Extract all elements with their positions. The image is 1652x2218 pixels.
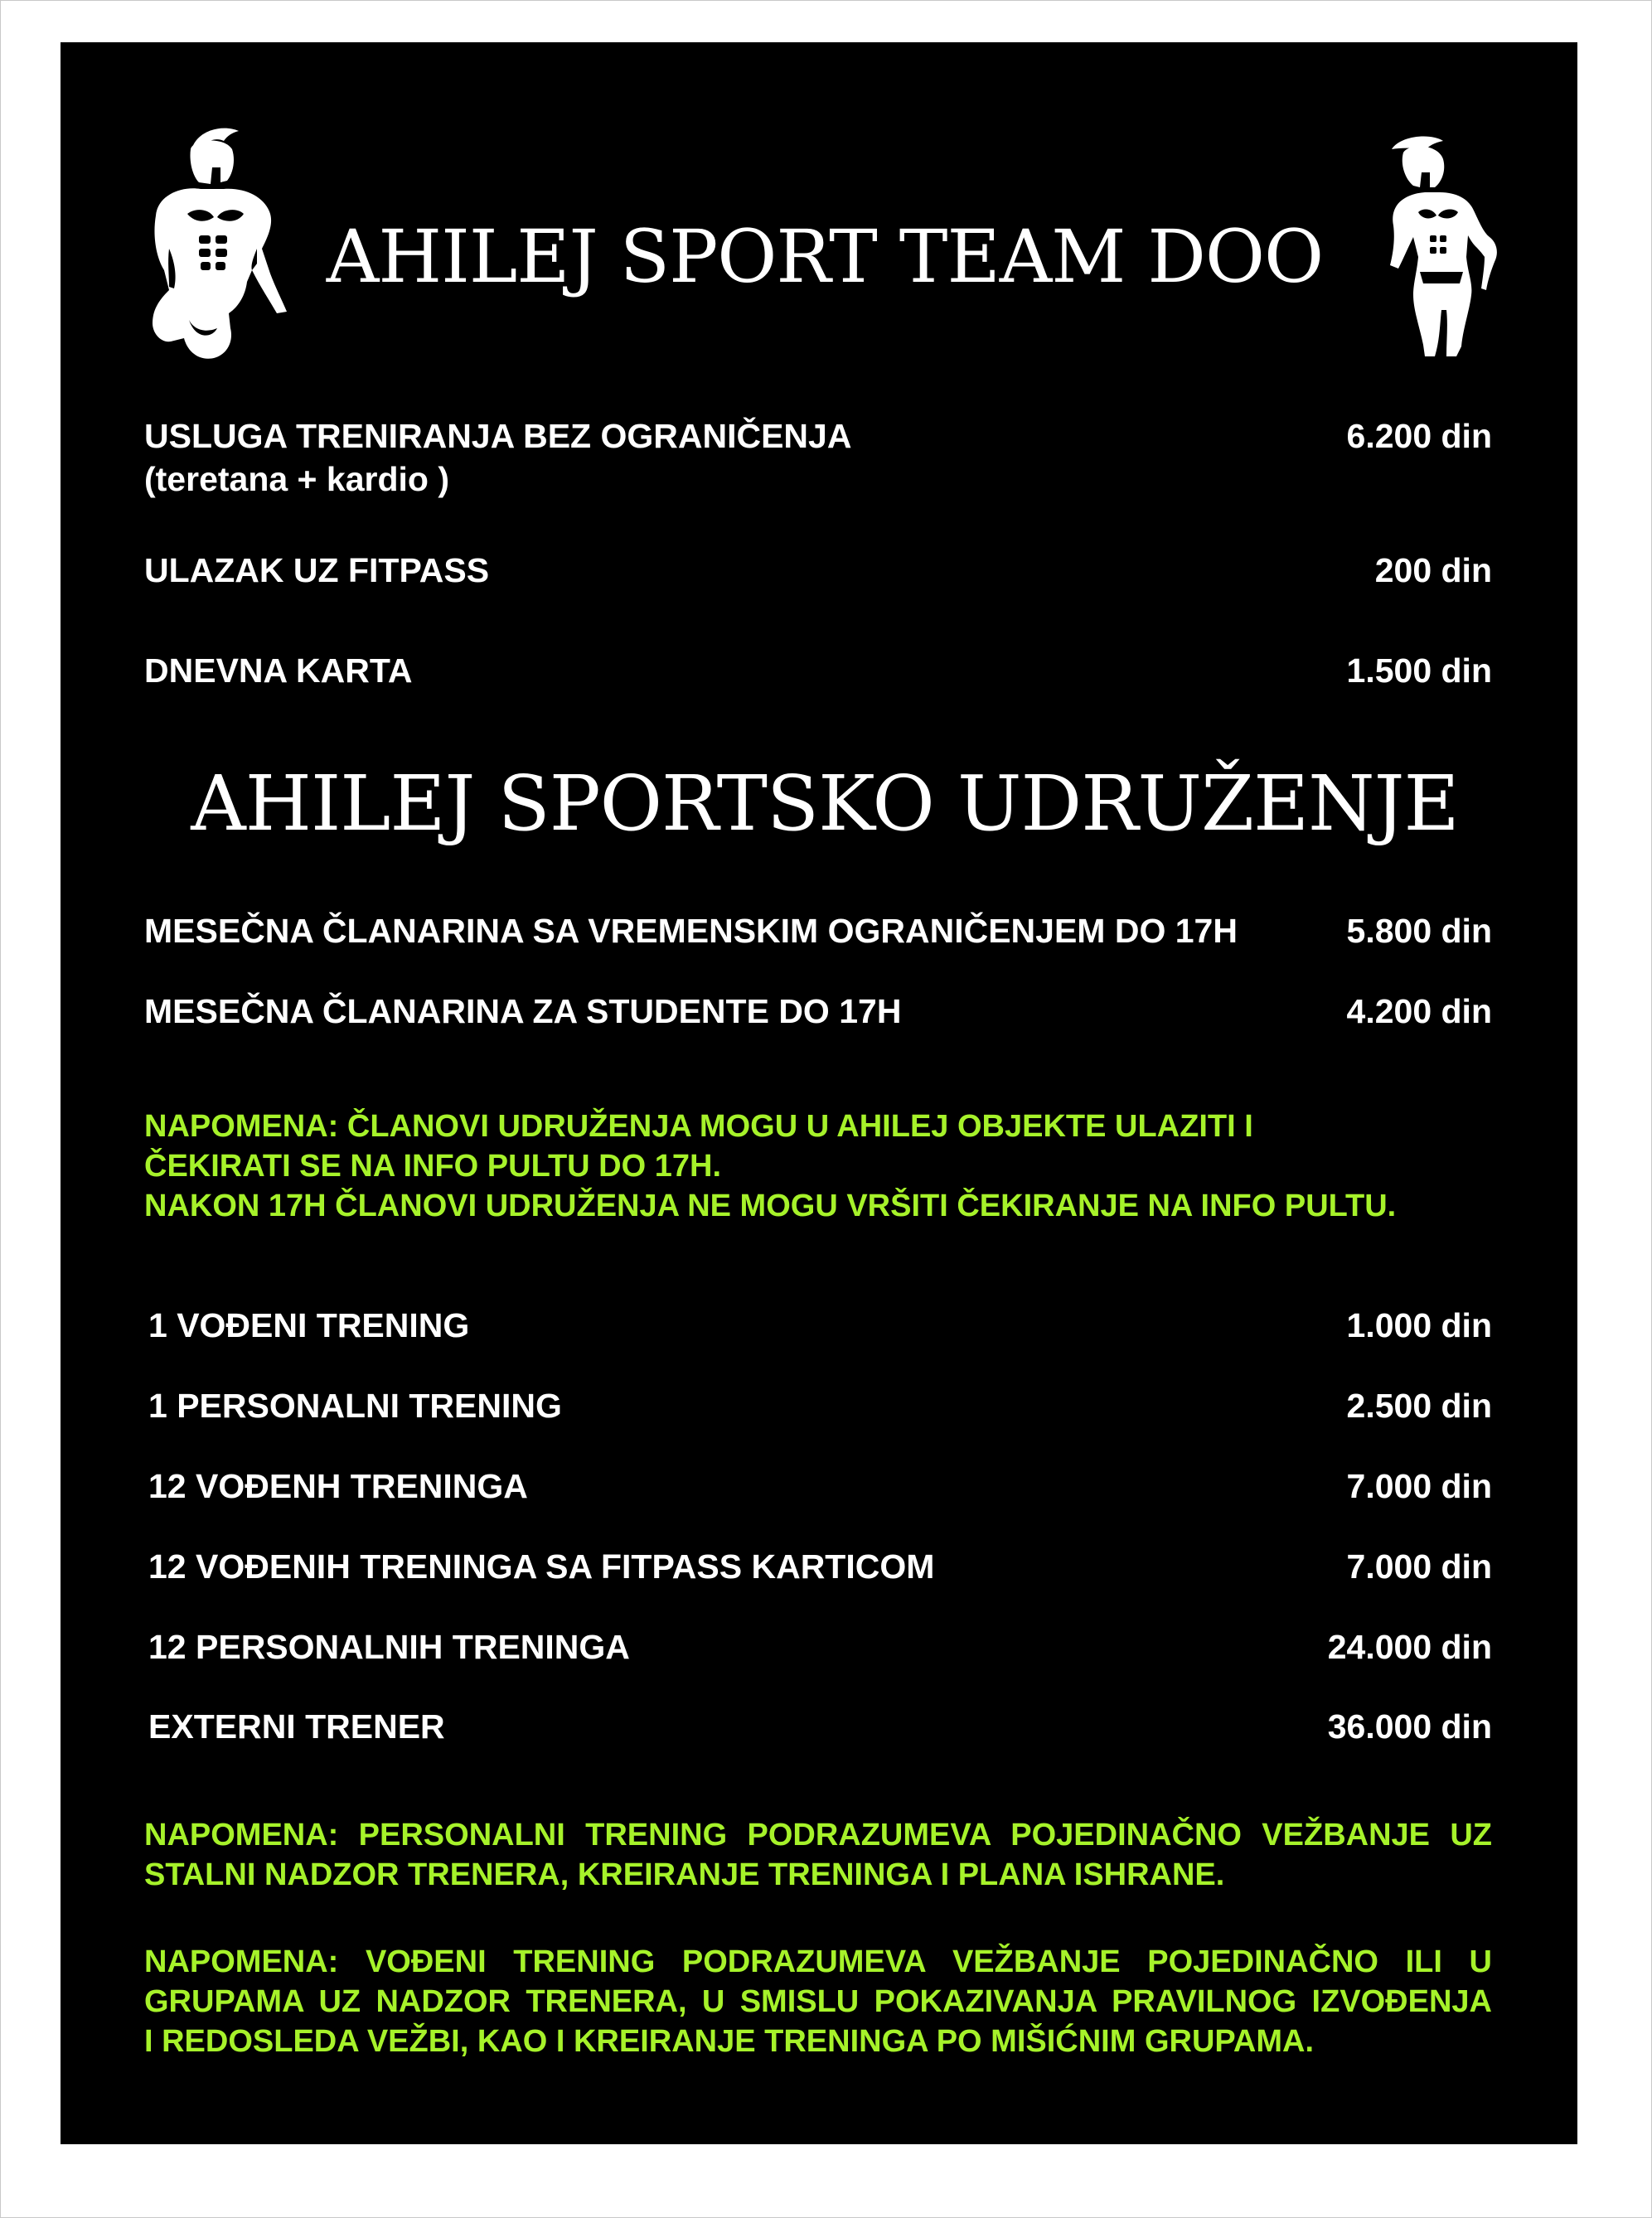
note-line: NAKON 17H ČLANOVI UDRUŽENJA NE MOGU VRŠITI ČEKIRANJE NA INFO PULTU. — [144, 1189, 1397, 1223]
service-label: ULAZAK UZ FITPASS — [144, 551, 490, 589]
note-line: STALNI NADZOR TRENERA, KREIRANJE TRENINGA I PLANA ISHRANE. — [144, 1857, 1225, 1892]
price-row — [144, 1384, 1492, 1427]
price-row — [144, 1625, 1492, 1668]
membership-label: MESEČNA ČLANARINA SA VREMENSKIM OGRANIČENJEM DO 17H — [144, 912, 1238, 950]
membership-price: 5.800 din — [1346, 912, 1492, 950]
training-label: 12 VOĐENIH TRENINGA SA FITPASS KARTICOM — [148, 1547, 935, 1586]
price-row — [144, 549, 1492, 592]
membership-price: 4.200 din — [1346, 992, 1492, 1030]
training-price: 2.500 din — [1346, 1387, 1492, 1425]
service-label: DNEVNA KARTA — [144, 651, 413, 690]
spartan-warrior-female-icon — [1380, 133, 1504, 361]
personal-training-note — [144, 1815, 1492, 1895]
note-line: ČEKIRATI SE NA INFO PULTU DO 17H. — [144, 1149, 722, 1184]
service-label: USLUGA TRENIRANJA BEZ OGRANIČENJA — [144, 417, 852, 455]
training-price: 1.000 din — [1346, 1306, 1492, 1344]
service-price: 1.500 din — [1346, 651, 1492, 690]
note-line: I REDOSLEDA VEŽBI, KAO I KREIRANJE TRENINGA PO MIŠIĆNIM GRUPAMA. — [144, 2024, 1315, 2059]
training-label: 12 VOĐENH TRENINGA — [148, 1467, 528, 1505]
price-row — [144, 990, 1492, 1033]
price-row — [144, 414, 1492, 501]
training-price: 7.000 din — [1346, 1547, 1492, 1586]
price-row — [144, 1304, 1492, 1347]
training-label: 1 VOĐENI TRENING — [148, 1306, 470, 1344]
training-price: 7.000 din — [1346, 1467, 1492, 1505]
membership-note — [144, 1107, 1396, 1226]
training-price: 36.000 din — [1327, 1707, 1492, 1746]
membership-label: MESEČNA ČLANARINA ZA STUDENTE DO 17H — [144, 992, 902, 1030]
note-line: GRUPAMA UZ NADZOR TRENERA, U SMISLU POKAZIVANJA PRAVILNOG IZVOĐENJA — [144, 1984, 1492, 2019]
training-label: 1 PERSONALNI TRENING — [148, 1387, 562, 1425]
price-row — [144, 1705, 1492, 1748]
note-line: NAPOMENA: PERSONALNI TRENING PODRAZUMEVA POJEDINAČNO VEŽBANJE UZ — [144, 1818, 1492, 1852]
service-price: 200 din — [1374, 551, 1492, 589]
service-price: 6.200 din — [1346, 417, 1492, 455]
note-line: NAPOMENA: VOĐENI TRENING PODRAZUMEVA VEŽBANJE POJEDINAČNO ILI U — [144, 1944, 1492, 1979]
page-title: AHILEJ SPORT TEAM DOO — [326, 214, 1324, 299]
training-label: EXTERNI TRENER — [148, 1707, 445, 1746]
guided-training-note — [144, 1942, 1492, 2061]
note-line: NAPOMENA: ČLANOVI UDRUŽENJA MOGU U AHILEJ OBJEKTE ULAZITI I — [144, 1109, 1253, 1144]
price-row — [144, 1465, 1492, 1508]
price-row — [144, 909, 1492, 952]
price-row — [144, 649, 1492, 692]
training-price: 24.000 din — [1327, 1628, 1492, 1666]
price-row — [144, 1545, 1492, 1588]
service-sublabel: (teretana + kardio ) — [144, 460, 449, 498]
section-title: AHILEJ SPORTSKO UDRUŽENJE — [191, 759, 1459, 848]
training-label: 12 PERSONALNIH TRENINGA — [148, 1628, 630, 1666]
